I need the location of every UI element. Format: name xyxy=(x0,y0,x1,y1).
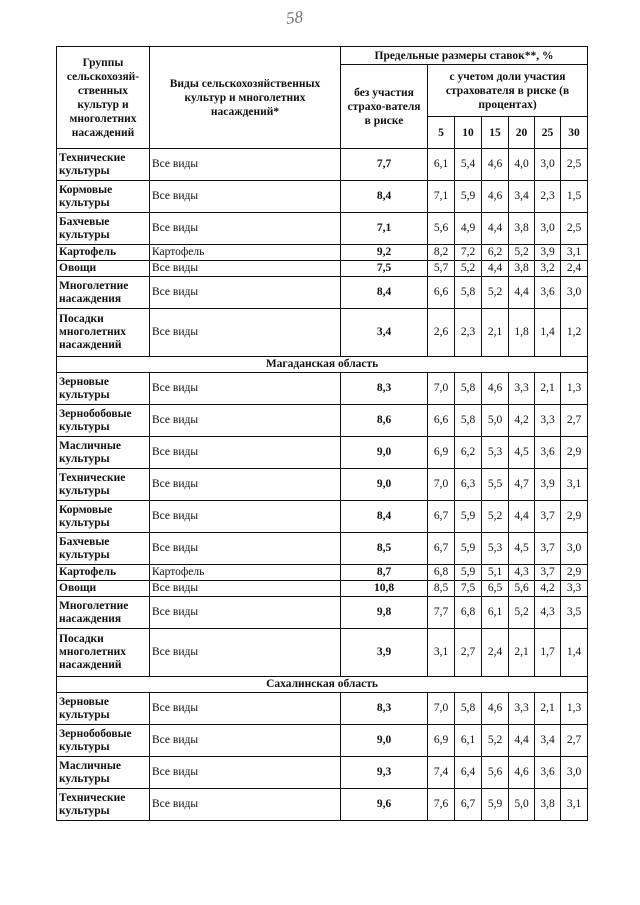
rate-with-participation: 5,2 xyxy=(509,245,535,261)
rate-with-participation: 2,1 xyxy=(535,373,561,405)
rate-with-participation: 4,3 xyxy=(509,565,535,581)
table-row xyxy=(57,789,588,821)
rate-with-participation: 6,9 xyxy=(428,725,455,757)
rate-with-participation: 5,0 xyxy=(509,789,535,821)
rate-without-participation: 9,0 xyxy=(341,725,428,757)
rate-with-participation: 4,4 xyxy=(509,725,535,757)
table-row xyxy=(57,533,588,565)
crop-kind: Все виды xyxy=(150,373,341,405)
rate-with-participation: 7,4 xyxy=(428,757,455,789)
rate-with-participation: 4,2 xyxy=(535,581,561,597)
rate-with-participation: 5,8 xyxy=(455,405,482,437)
header-groups: Группы сельскохозяй-ственных культур и многолетних насаждений xyxy=(57,47,150,149)
rate-with-participation: 6,6 xyxy=(428,277,455,309)
rate-with-participation: 4,5 xyxy=(509,437,535,469)
table-row xyxy=(57,309,588,357)
rate-with-participation: 3,3 xyxy=(561,581,588,597)
table-row xyxy=(57,245,588,261)
rate-with-participation: 3,6 xyxy=(535,277,561,309)
rate-with-participation: 3,9 xyxy=(535,245,561,261)
rate-with-participation: 4,6 xyxy=(482,373,509,405)
crop-group: Технические культуры xyxy=(57,789,150,821)
rate-with-participation: 3,0 xyxy=(561,277,588,309)
rate-without-participation: 8,4 xyxy=(341,501,428,533)
rate-with-participation: 2,9 xyxy=(561,437,588,469)
rate-with-participation: 5,8 xyxy=(455,693,482,725)
rate-with-participation: 5,0 xyxy=(482,405,509,437)
rate-with-participation: 5,6 xyxy=(428,213,455,245)
rate-with-participation: 7,2 xyxy=(455,245,482,261)
crop-kind: Все виды xyxy=(150,501,341,533)
table-row xyxy=(57,581,588,597)
rate-with-participation: 2,4 xyxy=(482,629,509,677)
rate-with-participation: 3,1 xyxy=(561,789,588,821)
crop-group: Технические культуры xyxy=(57,149,150,181)
header-pct: 10 xyxy=(455,117,482,149)
rate-with-participation: 3,0 xyxy=(561,533,588,565)
rate-with-participation: 2,1 xyxy=(482,309,509,357)
crop-group: Посадки многолетних насаждений xyxy=(57,629,150,677)
rate-with-participation: 4,0 xyxy=(509,149,535,181)
rate-with-participation: 6,2 xyxy=(482,245,509,261)
header-pct: 25 xyxy=(535,117,561,149)
rate-with-participation: 2,5 xyxy=(561,149,588,181)
table-row xyxy=(57,693,588,725)
crop-group: Зернобобовые культуры xyxy=(57,405,150,437)
crop-group: Овощи xyxy=(57,261,150,277)
rate-with-participation: 3,0 xyxy=(561,757,588,789)
rate-with-participation: 6,3 xyxy=(455,469,482,501)
crop-kind: Все виды xyxy=(150,533,341,565)
rate-with-participation: 8,2 xyxy=(428,245,455,261)
rate-with-participation: 4,7 xyxy=(509,469,535,501)
rate-with-participation: 3,3 xyxy=(509,373,535,405)
rate-with-participation: 2,7 xyxy=(561,405,588,437)
rate-with-participation: 5,3 xyxy=(482,437,509,469)
rate-without-participation: 9,2 xyxy=(341,245,428,261)
table-row xyxy=(57,213,588,245)
rate-with-participation: 2,1 xyxy=(509,629,535,677)
crop-kind: Картофель xyxy=(150,245,341,261)
rate-with-participation: 3,3 xyxy=(535,405,561,437)
rate-with-participation: 4,9 xyxy=(455,213,482,245)
rate-with-participation: 5,8 xyxy=(455,277,482,309)
table-row xyxy=(57,469,588,501)
rate-without-participation: 3,9 xyxy=(341,629,428,677)
crop-kind: Все виды xyxy=(150,309,341,357)
crop-kind: Все виды xyxy=(150,789,341,821)
rate-with-participation: 5,9 xyxy=(482,789,509,821)
rate-with-participation: 3,4 xyxy=(509,181,535,213)
header-pct: 15 xyxy=(482,117,509,149)
table-row xyxy=(57,149,588,181)
crop-kind: Все виды xyxy=(150,181,341,213)
rate-with-participation: 2,3 xyxy=(535,181,561,213)
rate-with-participation: 6,7 xyxy=(428,533,455,565)
rate-with-participation: 7,0 xyxy=(428,693,455,725)
rate-with-participation: 6,2 xyxy=(455,437,482,469)
rate-with-participation: 3,1 xyxy=(561,469,588,501)
rate-with-participation: 5,2 xyxy=(509,597,535,629)
rate-with-participation: 6,6 xyxy=(428,405,455,437)
table-row xyxy=(57,373,588,405)
rate-with-participation: 4,6 xyxy=(482,181,509,213)
rate-with-participation: 5,3 xyxy=(482,533,509,565)
rate-with-participation: 5,6 xyxy=(482,757,509,789)
rate-with-participation: 5,6 xyxy=(509,581,535,597)
crop-group: Кормовые культуры xyxy=(57,501,150,533)
crop-kind: Все виды xyxy=(150,597,341,629)
rate-without-participation: 9,8 xyxy=(341,597,428,629)
rate-with-participation: 4,6 xyxy=(482,149,509,181)
rate-with-participation: 4,4 xyxy=(509,277,535,309)
rate-with-participation: 5,4 xyxy=(455,149,482,181)
rate-with-participation: 6,5 xyxy=(482,581,509,597)
table-row xyxy=(57,501,588,533)
rate-with-participation: 7,5 xyxy=(455,581,482,597)
header-without: без участия страхо-вателя в риске xyxy=(341,65,428,149)
rate-with-participation: 3,2 xyxy=(535,261,561,277)
crop-kind: Все виды xyxy=(150,469,341,501)
rate-with-participation: 2,5 xyxy=(561,213,588,245)
rate-with-participation: 5,2 xyxy=(482,725,509,757)
rate-with-participation: 3,1 xyxy=(561,245,588,261)
region-title: Сахалинская область xyxy=(57,677,588,693)
crop-kind: Все виды xyxy=(150,277,341,309)
rate-with-participation: 2,9 xyxy=(561,565,588,581)
crop-kind: Все виды xyxy=(150,693,341,725)
crop-group: Картофель xyxy=(57,245,150,261)
rate-with-participation: 4,5 xyxy=(509,533,535,565)
rate-without-participation: 9,0 xyxy=(341,437,428,469)
rate-without-participation: 7,5 xyxy=(341,261,428,277)
region-row xyxy=(57,677,588,693)
crop-kind: Картофель xyxy=(150,565,341,581)
rate-without-participation: 3,4 xyxy=(341,309,428,357)
rate-with-participation: 6,1 xyxy=(428,149,455,181)
rate-with-participation: 5,2 xyxy=(455,261,482,277)
crop-group: Кормовые культуры xyxy=(57,181,150,213)
rate-without-participation: 8,3 xyxy=(341,693,428,725)
rate-without-participation: 9,3 xyxy=(341,757,428,789)
region-row xyxy=(57,357,588,373)
crop-kind: Все виды xyxy=(150,581,341,597)
crop-kind: Все виды xyxy=(150,213,341,245)
rate-without-participation: 8,3 xyxy=(341,373,428,405)
crop-kind: Все виды xyxy=(150,149,341,181)
rate-with-participation: 6,7 xyxy=(455,789,482,821)
table-row xyxy=(57,725,588,757)
crop-group: Бахчевые культуры xyxy=(57,533,150,565)
rate-without-participation: 10,8 xyxy=(341,581,428,597)
rate-with-participation: 1,3 xyxy=(561,693,588,725)
rate-with-participation: 3,7 xyxy=(535,501,561,533)
rate-without-participation: 8,4 xyxy=(341,181,428,213)
crop-kind: Все виды xyxy=(150,725,341,757)
rate-without-participation: 8,6 xyxy=(341,405,428,437)
rate-with-participation: 3,6 xyxy=(535,437,561,469)
rate-with-participation: 1,8 xyxy=(509,309,535,357)
rate-with-participation: 6,8 xyxy=(455,597,482,629)
rate-with-participation: 2,9 xyxy=(561,501,588,533)
rate-with-participation: 4,4 xyxy=(482,213,509,245)
insurance-rates-table xyxy=(56,46,588,821)
rate-with-participation: 3,9 xyxy=(535,469,561,501)
rate-with-participation: 3,6 xyxy=(535,757,561,789)
crop-group: Овощи xyxy=(57,581,150,597)
rate-with-participation: 6,9 xyxy=(428,437,455,469)
table-row xyxy=(57,757,588,789)
rate-with-participation: 7,0 xyxy=(428,373,455,405)
rate-with-participation: 6,8 xyxy=(428,565,455,581)
rate-with-participation: 6,1 xyxy=(455,725,482,757)
crop-kind: Все виды xyxy=(150,261,341,277)
rate-with-participation: 5,2 xyxy=(482,501,509,533)
rate-with-participation: 3,8 xyxy=(509,213,535,245)
rate-with-participation: 4,6 xyxy=(509,757,535,789)
crop-kind: Все виды xyxy=(150,629,341,677)
table-row xyxy=(57,261,588,277)
rate-with-participation: 1,3 xyxy=(561,373,588,405)
table-row xyxy=(57,437,588,469)
crop-group: Зернобобовые культуры xyxy=(57,725,150,757)
crop-group: Масличные культуры xyxy=(57,437,150,469)
rate-with-participation: 1,5 xyxy=(561,181,588,213)
rate-with-participation: 1,4 xyxy=(561,629,588,677)
rate-with-participation: 3,1 xyxy=(428,629,455,677)
region-title: Магаданская область xyxy=(57,357,588,373)
page-number: 58 xyxy=(285,7,304,28)
crop-kind: Все виды xyxy=(150,405,341,437)
rate-with-participation: 7,1 xyxy=(428,181,455,213)
crop-group: Посадки многолетних насаждений xyxy=(57,309,150,357)
rate-with-participation: 5,9 xyxy=(455,565,482,581)
rate-with-participation: 5,7 xyxy=(428,261,455,277)
rate-without-participation: 8,7 xyxy=(341,565,428,581)
rate-with-participation: 1,2 xyxy=(561,309,588,357)
crop-group: Картофель xyxy=(57,565,150,581)
rate-with-participation: 4,2 xyxy=(509,405,535,437)
rate-with-participation: 3,4 xyxy=(535,725,561,757)
rate-with-participation: 2,7 xyxy=(561,725,588,757)
table-row xyxy=(57,597,588,629)
rate-with-participation: 5,9 xyxy=(455,533,482,565)
crop-group: Бахчевые культуры xyxy=(57,213,150,245)
header-with: с учетом доли участия страхователя в риске (в процентах) xyxy=(428,65,588,117)
rate-with-participation: 4,4 xyxy=(482,261,509,277)
table-row xyxy=(57,181,588,213)
table-row xyxy=(57,629,588,677)
table-row xyxy=(57,405,588,437)
rate-with-participation: 2,3 xyxy=(455,309,482,357)
rate-with-participation: 7,7 xyxy=(428,597,455,629)
rate-with-participation: 5,1 xyxy=(482,565,509,581)
rate-with-participation: 3,3 xyxy=(509,693,535,725)
rate-with-participation: 3,7 xyxy=(535,565,561,581)
rate-without-participation: 7,1 xyxy=(341,213,428,245)
rate-with-participation: 3,0 xyxy=(535,149,561,181)
header-pct: 20 xyxy=(509,117,535,149)
crop-group: Зерновые культуры xyxy=(57,373,150,405)
rate-with-participation: 1,7 xyxy=(535,629,561,677)
crop-group: Зерновые культуры xyxy=(57,693,150,725)
rate-with-participation: 5,9 xyxy=(455,181,482,213)
table-row xyxy=(57,277,588,309)
rate-with-participation: 2,4 xyxy=(561,261,588,277)
rate-with-participation: 3,7 xyxy=(535,533,561,565)
rate-with-participation: 5,2 xyxy=(482,277,509,309)
crop-group: Масличные культуры xyxy=(57,757,150,789)
rate-without-participation: 8,4 xyxy=(341,277,428,309)
rate-with-participation: 5,8 xyxy=(455,373,482,405)
crop-kind: Все виды xyxy=(150,757,341,789)
header-pct: 30 xyxy=(561,117,588,149)
rate-without-participation: 7,7 xyxy=(341,149,428,181)
rate-with-participation: 3,0 xyxy=(535,213,561,245)
header-kinds: Виды сельскохозяйственных культур и многолетних насаждений* xyxy=(150,47,341,149)
rate-with-participation: 6,4 xyxy=(455,757,482,789)
rate-with-participation: 4,6 xyxy=(482,693,509,725)
table-row xyxy=(57,565,588,581)
rate-with-participation: 1,4 xyxy=(535,309,561,357)
rate-with-participation: 4,3 xyxy=(535,597,561,629)
crop-group: Технические культуры xyxy=(57,469,150,501)
rate-with-participation: 7,6 xyxy=(428,789,455,821)
rate-without-participation: 9,6 xyxy=(341,789,428,821)
header-limits: Предельные размеры ставок**, % xyxy=(341,47,588,65)
rate-with-participation: 3,8 xyxy=(535,789,561,821)
crop-kind: Все виды xyxy=(150,437,341,469)
rate-with-participation: 6,1 xyxy=(482,597,509,629)
rate-with-participation: 5,5 xyxy=(482,469,509,501)
rate-with-participation: 2,6 xyxy=(428,309,455,357)
rate-without-participation: 9,0 xyxy=(341,469,428,501)
rate-with-participation: 2,7 xyxy=(455,629,482,677)
rate-with-participation: 3,8 xyxy=(509,261,535,277)
rate-without-participation: 8,5 xyxy=(341,533,428,565)
rate-with-participation: 3,5 xyxy=(561,597,588,629)
header-pct: 5 xyxy=(428,117,455,149)
crop-group: Многолетние насаждения xyxy=(57,597,150,629)
rate-with-participation: 5,9 xyxy=(455,501,482,533)
rate-with-participation: 2,1 xyxy=(535,693,561,725)
rate-with-participation: 7,0 xyxy=(428,469,455,501)
rate-with-participation: 6,7 xyxy=(428,501,455,533)
rate-with-participation: 8,5 xyxy=(428,581,455,597)
rate-with-participation: 4,4 xyxy=(509,501,535,533)
crop-group: Многолетние насаждения xyxy=(57,277,150,309)
